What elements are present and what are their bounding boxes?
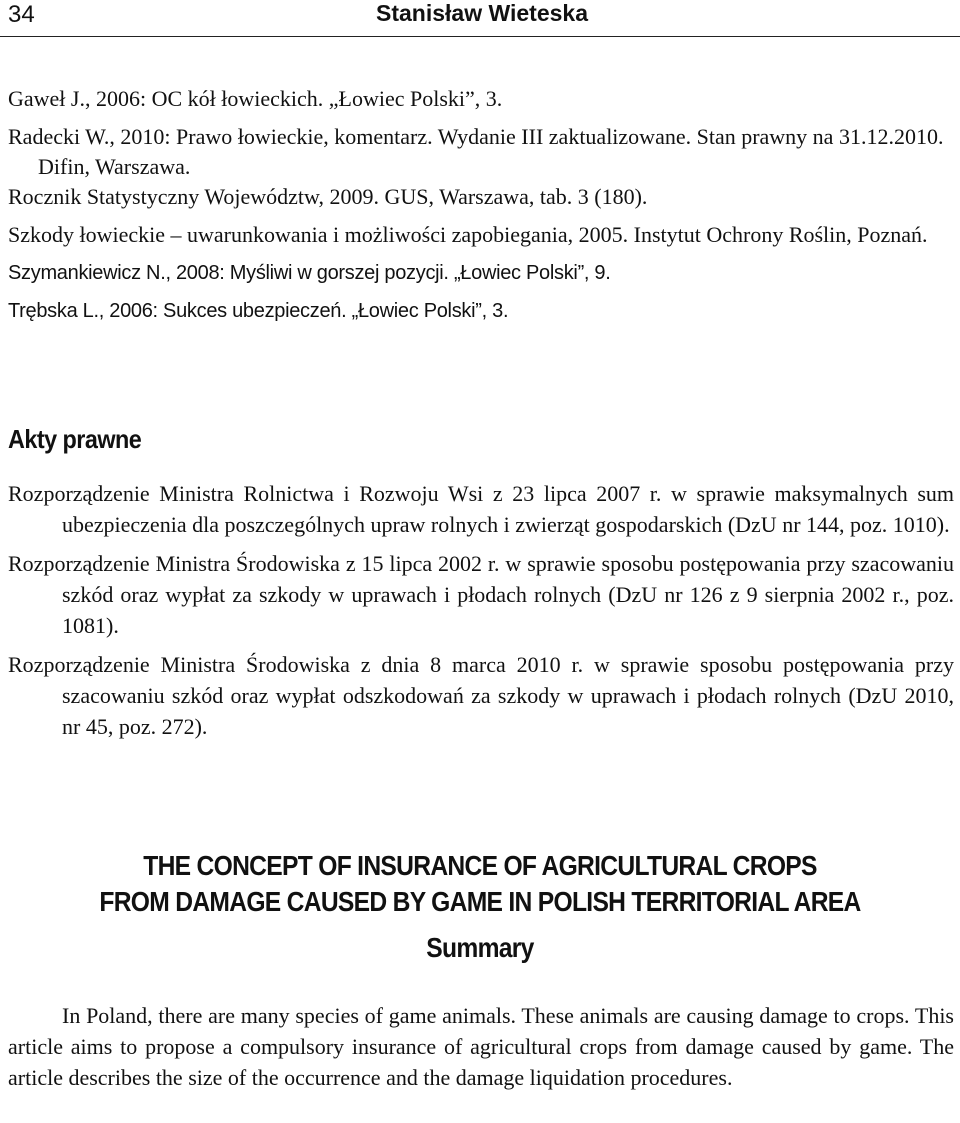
reference-list (8, 84, 954, 334)
reference-item: Szymankiewicz N., 2008: Myśliwi w gorszej pozycji. „Łowiec Polski”, 9. (8, 262, 611, 284)
english-title-line-1: THE CONCEPT OF INSURANCE OF AGRICULTURAL CROPS (143, 850, 817, 881)
reference-item: Gaweł J., 2006: OC kół łowieckich. „Łowiec Polski”, 3. (8, 86, 503, 111)
page-header (0, 0, 960, 37)
legal-acts-heading: Akty prawne (8, 424, 142, 454)
legal-act-item: Rozporządzenie Ministra Rolnictwa i Rozwoju Wsi z 23 lipca 2007 r. w sprawie maksymalnych sum ubezpieczenia dla poszczególnych upraw rolnych i zwierząt gospodarskich (DzU nr 144, poz. 1010). (8, 481, 954, 537)
summary-text: In Poland, there are many species of game animals. These animals are causing damage to crops. This article aims to propose a compulsory insurance of agricultural crops from damage caused by game. The article describes the size of the occurrence and the damage liquidation procedures. (8, 1003, 954, 1090)
english-title-block (0, 848, 960, 964)
reference-item: Rocznik Statystyczny Województw, 2009. GUS, Warszawa, tab. 3 (180). (8, 184, 648, 209)
english-title-line-2: FROM DAMAGE CAUSED BY GAME IN POLISH TERRITORIAL AREA (99, 886, 861, 917)
legal-act-item: Rozporządzenie Ministra Środowiska z 15 lipca 2002 r. w sprawie sposobu postępowania przy szacowaniu szkód oraz wypłat za szkody w uprawach i płodach rolnych (DzU nr 126 z 9 sierpnia 2002 r., poz. 1081). (8, 551, 954, 638)
summary-heading: Summary (426, 932, 534, 963)
legal-act-item: Rozporządzenie Ministra Środowiska z dnia 8 marca 2010 r. w sprawie sposobu postępowania przy szacowaniu szkód oraz wypłat odszkodowań za szkody w uprawach i płodach rolnych (DzU 2010, nr 45, poz. 272). (8, 652, 954, 739)
legal-acts-list (8, 478, 954, 750)
reference-item: Szkody łowieckie – uwarunkowania i możliwości zapobiegania, 2005. Instytut Ochrony Roślin, Poznań. (8, 222, 928, 247)
reference-item: Trębska L., 2006: Sukces ubezpieczeń. „Łowiec Polski”, 3. (8, 300, 509, 322)
page-number: 34 (8, 1, 35, 28)
reference-item: Radecki W., 2010: Prawo łowieckie, komentarz. Wydanie III zaktualizowane. Stan prawny na 31.12.2010. Difin, Warszawa. (8, 124, 944, 179)
running-head-author: Stanisław Wieteska (376, 0, 588, 26)
